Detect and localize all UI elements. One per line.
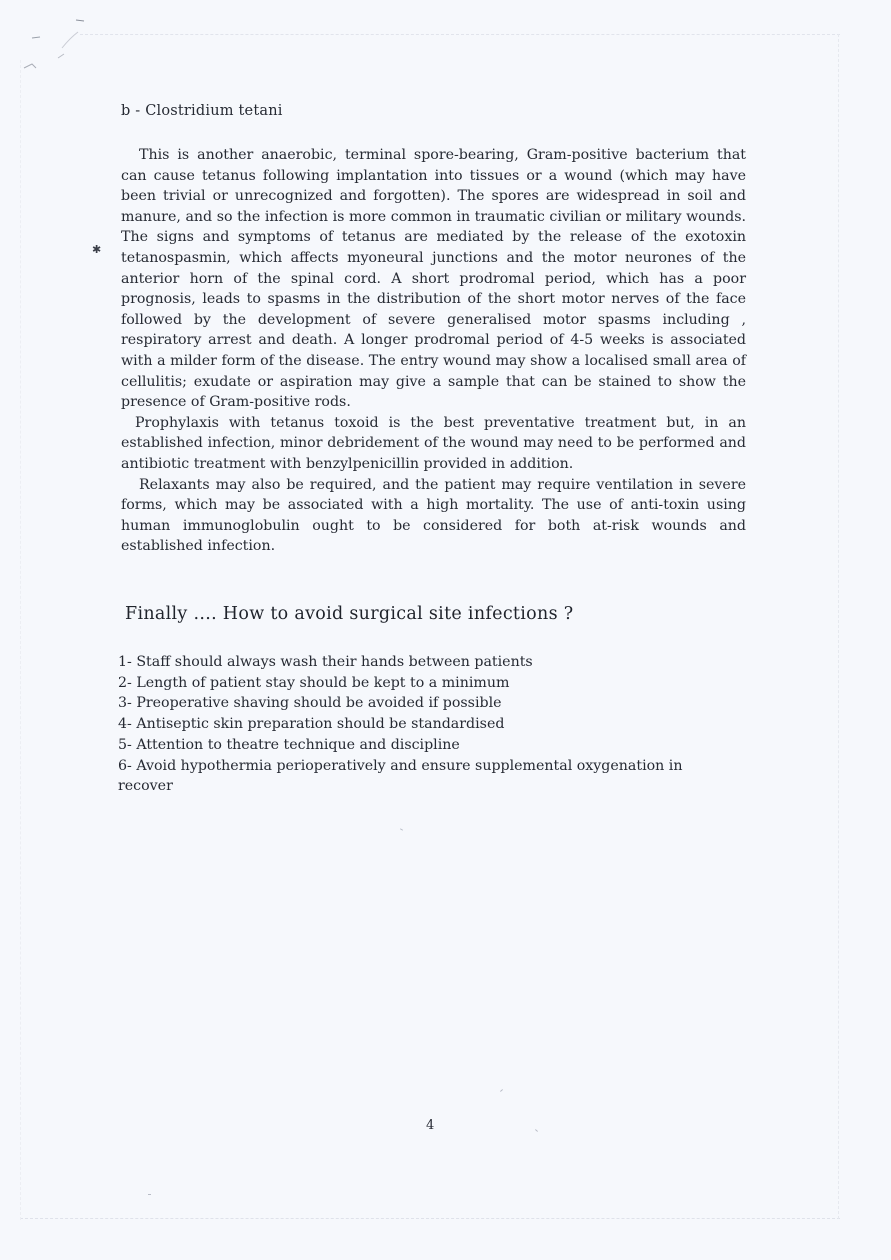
paragraph: This is another anaerobic, terminal spore-bearing, Gram-positive bacterium that can cause tetanus following implantation into tissues or a wound (which may have been trivial or unrecognized and forgotten). The spores are widespread in soil and manure, and so the infection is more common in traumatic civilian or military wounds. The signs and symptoms of tetanus are mediated by the release of the exotoxin tetanospasmin, which affects myoneural junctions and the motor neurones of the anterior horn of the spinal cord. A short prodromal period, which has a poor prognosis, leads to spasms in the distribution of the short motor nerves of the face followed by the development of severe generalised motor spasms including , respiratory arrest and death. A longer prodromal period of 4-5 weeks is associated with a milder form of the disease. The entry wound may show a localised small area of cellulitis; exudate or aspiration may give a sample that can be stained to show the presence of Gram-positive rods. [121, 147, 746, 411]
list-item: 3- Preoperative shaving should be avoided if possible [118, 695, 502, 712]
recommendation-list [118, 652, 738, 797]
scan-speck [500, 1089, 503, 1092]
body-text [121, 145, 746, 557]
paragraph: Relaxants may also be required, and the patient may require ventilation in severe forms, which may be associated with a high mortality. The use of anti-toxin using human immunoglobulin ought to be considered for both at-risk wounds and established infection. [121, 476, 746, 555]
list-item: 6- Avoid hypothermia perioperatively and ensure supplemental oxygenation in recover [118, 757, 683, 795]
scan-speck [400, 828, 403, 830]
list-item: 2- Length of patient stay should be kept to a minimum [118, 674, 510, 691]
scan-border-bottom [20, 1218, 840, 1219]
paragraph: Prophylaxis with tetanus toxoid is the best preventative treatment but, in an established infection, minor debridement of the wound may need to be performed and antibiotic treatment with benzylpenicillin provided in addition. [121, 414, 746, 472]
subheading: b - Clostridium tetani [121, 103, 283, 119]
scan-border-top [80, 34, 840, 35]
scan-border-left [20, 60, 21, 1220]
scan-speck [535, 1129, 538, 1132]
scan-border-right [838, 34, 839, 1219]
section-heading: Finally .... How to avoid surgical site infections ? [125, 604, 574, 624]
page-number: 4 [426, 1118, 435, 1133]
list-item: 5- Attention to theatre technique and discipline [118, 736, 460, 753]
list-item: 4- Antiseptic skin preparation should be standardised [118, 716, 505, 733]
scan-speck [148, 1194, 151, 1195]
list-item: 1- Staff should always wash their hands between patients [118, 654, 533, 670]
scan-corner-mark-icon [18, 8, 98, 78]
margin-mark-icon: ✱ [92, 243, 102, 256]
